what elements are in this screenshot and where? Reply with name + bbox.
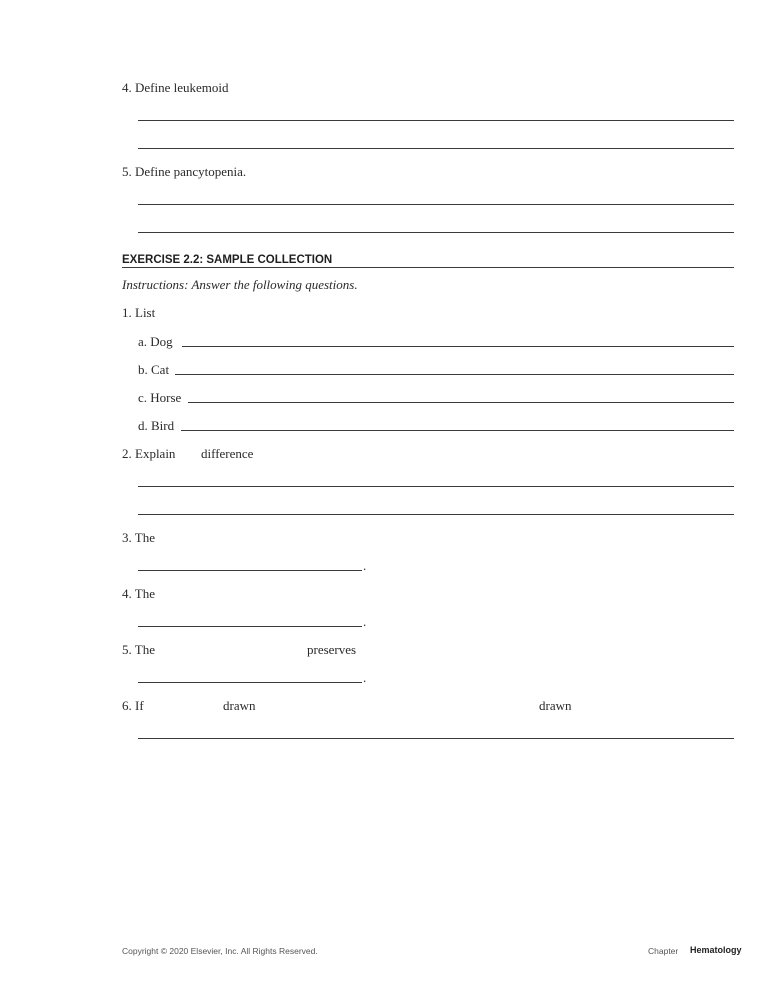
answer-line[interactable] xyxy=(138,232,734,233)
question-5-word: preserves xyxy=(307,642,357,657)
question-3: 3. The xyxy=(122,530,155,545)
answer-blank[interactable] xyxy=(138,682,362,683)
answer-blank[interactable] xyxy=(138,626,362,627)
list-item-cat-label: b. Cat xyxy=(138,362,170,377)
heading-rule xyxy=(122,267,734,268)
footer-chapter-title: Hematology xyxy=(690,945,742,955)
list-item-dog-label: a. Dog xyxy=(138,334,173,349)
answer-line[interactable] xyxy=(138,120,734,121)
answer-blank[interactable] xyxy=(138,570,362,571)
blank-period: . xyxy=(363,670,367,685)
answer-line[interactable] xyxy=(138,148,734,149)
answer-line[interactable] xyxy=(138,204,734,205)
question-4-define-leukemoid: 4. Define leukemoid xyxy=(122,80,229,95)
list-item-bird-label: d. Bird xyxy=(138,418,175,433)
instructions: Instructions: Answer the following questions. xyxy=(122,277,358,292)
question-4: 4. The xyxy=(122,586,155,601)
question-1: 1. List xyxy=(122,305,156,320)
answer-line-dog[interactable] xyxy=(182,346,734,347)
answer-line[interactable] xyxy=(138,486,734,487)
footer-chapter-label: Chapter xyxy=(648,946,679,956)
question-5-define-pancytopenia: 5. Define pancytopenia. xyxy=(122,164,247,179)
answer-line-horse[interactable] xyxy=(188,402,734,403)
copyright-notice: Copyright © 2020 Elsevier, Inc. All Rights Reserved. xyxy=(122,946,318,956)
question-2-word: difference xyxy=(201,446,254,461)
exercise-heading: EXERCISE 2.2: SAMPLE COLLECTION xyxy=(122,254,333,266)
answer-line[interactable] xyxy=(138,738,734,739)
blank-period: . xyxy=(363,614,367,629)
blank-period: . xyxy=(363,558,367,573)
question-2-number: 2. Explain xyxy=(122,446,176,461)
question-6-word-1: drawn xyxy=(223,698,256,713)
answer-line-bird[interactable] xyxy=(181,430,734,431)
answer-line-cat[interactable] xyxy=(175,374,734,375)
question-5-number: 5. The xyxy=(122,642,155,657)
question-6-number: 6. If xyxy=(122,698,144,713)
answer-line[interactable] xyxy=(138,514,734,515)
list-item-horse-label: c. Horse xyxy=(138,390,182,405)
question-6-word-2: drawn xyxy=(539,698,572,713)
